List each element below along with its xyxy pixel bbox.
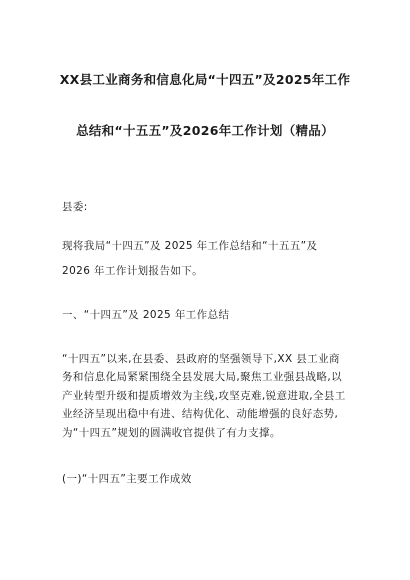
intro-paragraph-line: 2026 年工作计划报告如下。 — [62, 265, 204, 277]
document-title-line-2: 总结和“十五五”及2026年工作计划（精品） — [76, 123, 334, 138]
body-paragraph-line: “十四五”以来,在县委、县政府的坚强领导下,XX 县工业商 — [62, 353, 340, 365]
body-paragraph-line: 为“十四五”规划的圆满收官提供了有力支撑。 — [62, 427, 281, 439]
body-paragraph-line: 业经济呈现出稳中有进、结构优化、动能增强的良好态势, — [62, 408, 339, 420]
body-paragraph-line: 产业转型升级和提质增效为主线,攻坚克难,锐意进取,全县工 — [62, 390, 346, 402]
salutation: 县委: — [62, 201, 88, 213]
intro-paragraph-line: 现将我局“十四五”及 2025 年工作总结和“十五五”及 — [62, 240, 318, 252]
subsection-heading: (一)“十四五”主要工作成效 — [62, 473, 192, 485]
section-heading: 一、“十四五”及 2025 年工作总结 — [62, 309, 230, 321]
document-title-line-1: XX县工业商务和信息化局“十四五”及2025年工作 — [59, 72, 351, 87]
body-paragraph-line: 务和信息化局紧紧围绕全县发展大局,聚焦工业强县战略,以 — [62, 371, 342, 383]
